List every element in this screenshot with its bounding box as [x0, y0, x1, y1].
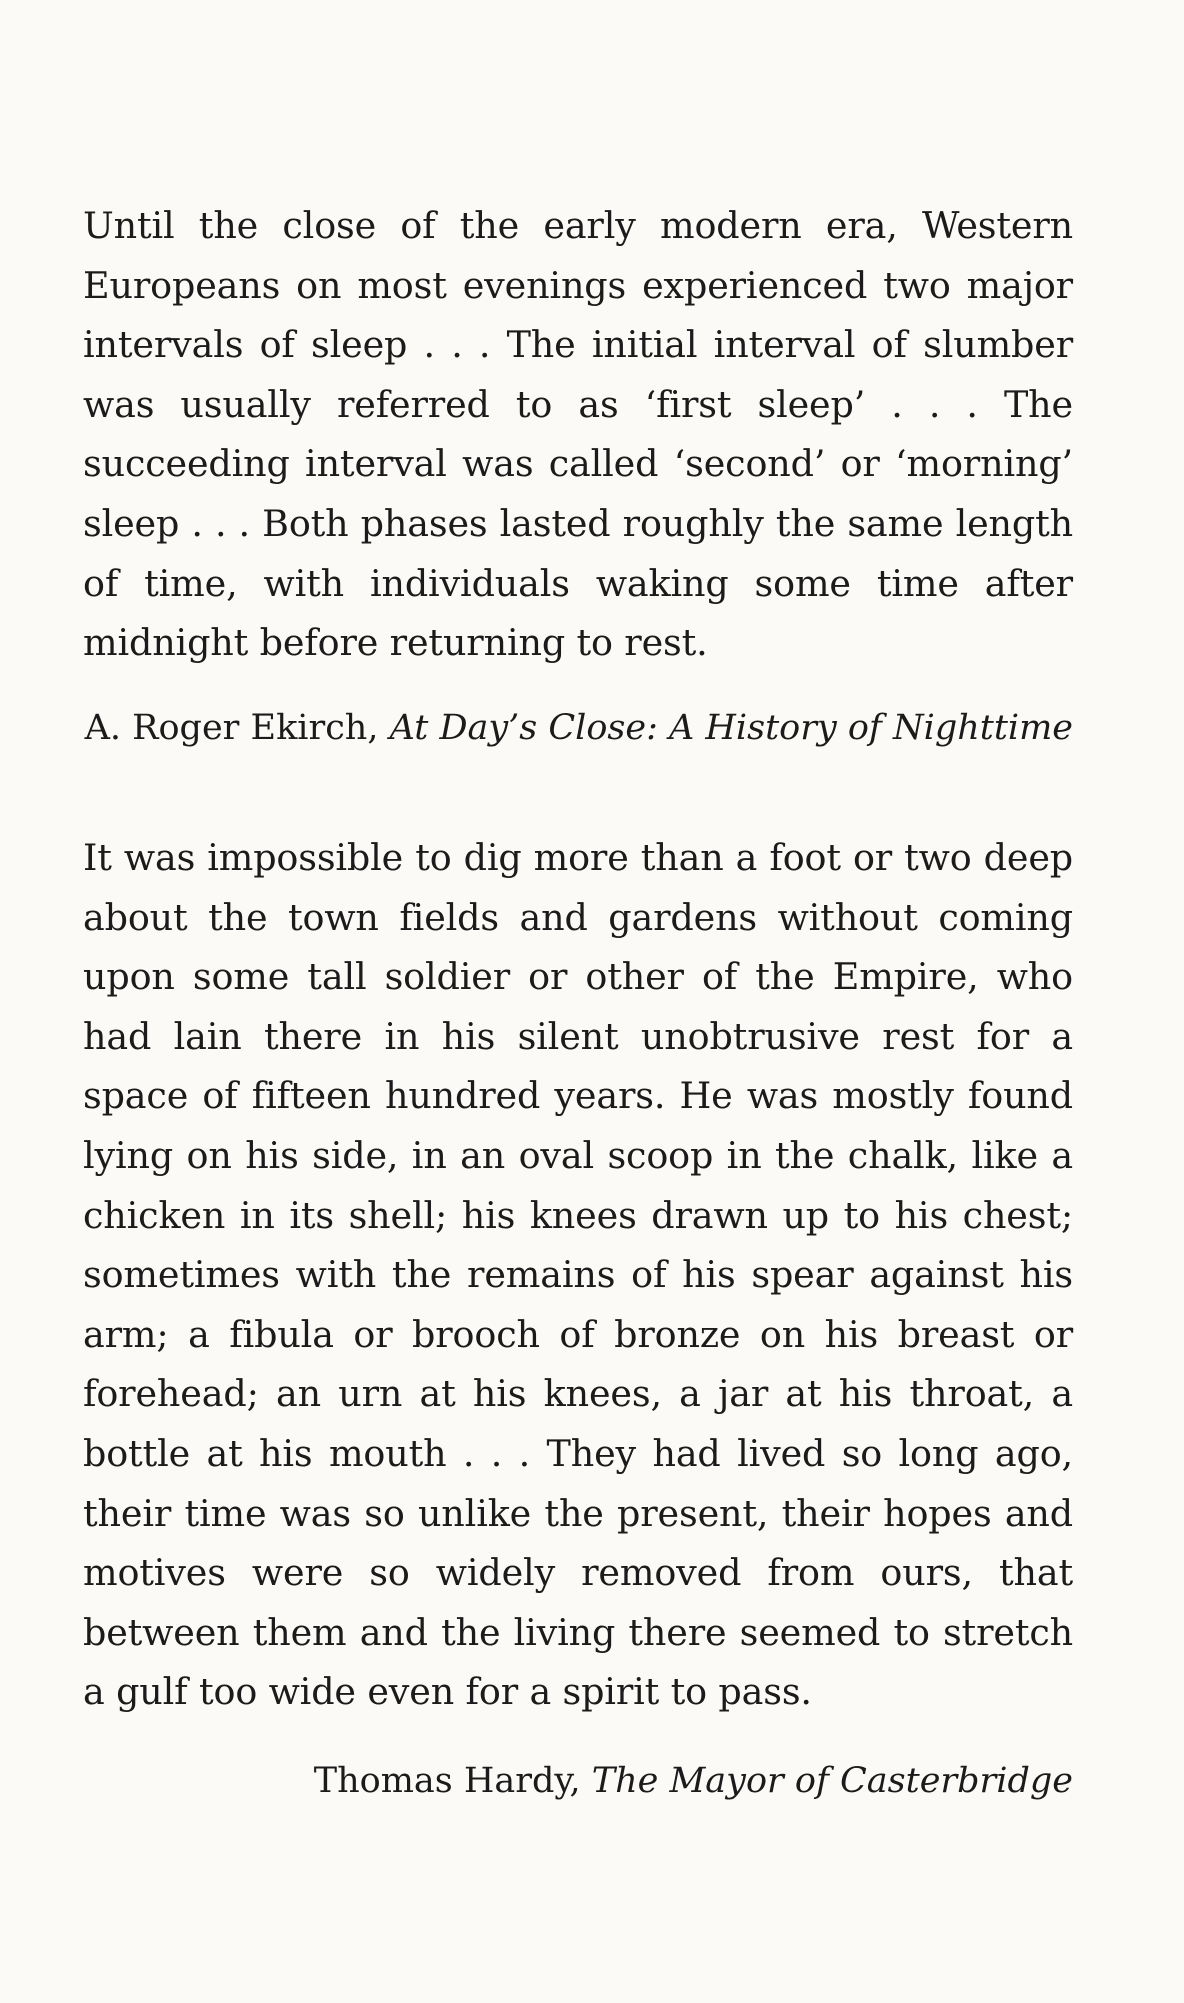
attribution-work-title: At Day’s Close: A History of Nighttime: [389, 707, 1073, 748]
epigraph-attribution: [83, 698, 1073, 758]
attribution-author: A. Roger Ekirch,: [84, 707, 390, 748]
epigraph-quote: It was impossible to dig more than a foot or two deep about the town fields and gardens without coming upon some tall soldier or other of the Empire, who had lain there in his silent unobtrusive rest for a space of fifteen hundred years. He was mostly found lying on his side, in an oval scoop in the chalk, like a chicken in its shell; his knees drawn up to his chest; sometimes with the remains of his spear against his arm; a fibula or brooch of bronze on his breast or forehead; an urn at his knees, a jar at his throat, a bottle at his mouth . . . They had lived so long ago, their time was so unlike the present, their hopes and motives were so widely removed from ours, that between them and the living there seemed to stretch a gulf too wide even for a spirit to pass.: [83, 836, 1073, 1714]
attribution-author: Thomas Hardy,: [313, 1760, 592, 1801]
epigraph-quote: Until the close of the early modern era, Western Europeans on most evenings experienced two major intervals of sleep . . . The initial interval of slumber was usually referred to as ‘first sleep’ . . . The succeeding interval was called ‘second’ or ‘morning’ sleep . . . Both phases lasted roughly the same length of time, with individuals waking some time after midnight before returning to rest.: [83, 204, 1073, 665]
epigraph-ekirch: [83, 196, 1073, 758]
attribution-work-title: The Mayor of Casterbridge: [591, 1760, 1073, 1801]
epigraph-hardy: [83, 828, 1073, 1811]
epigraph-attribution: [83, 1751, 1073, 1811]
